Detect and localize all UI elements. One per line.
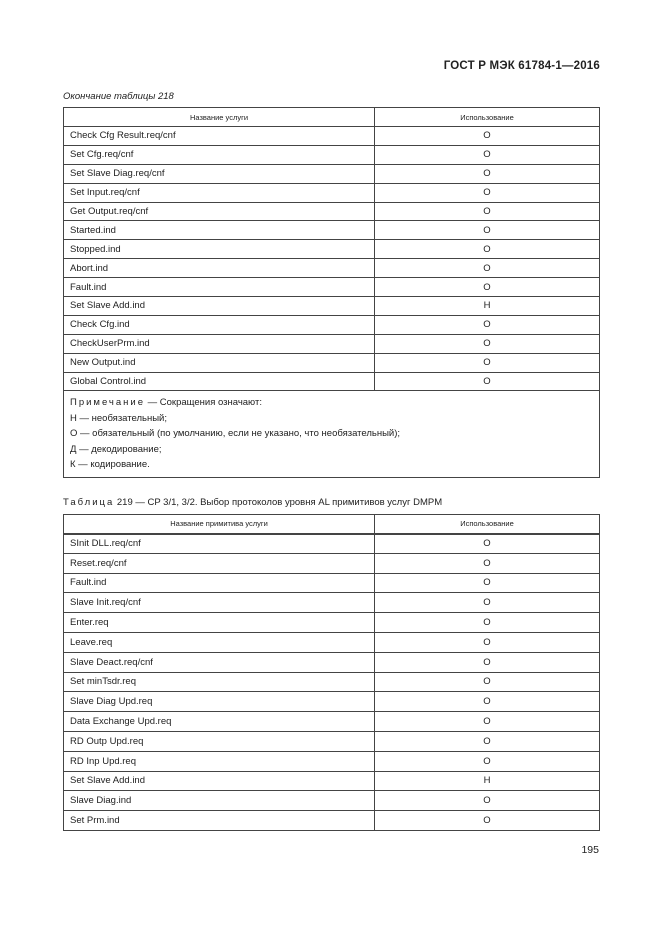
note-intro-line xyxy=(70,395,591,411)
service-name-cell: Global Control.ind xyxy=(64,372,375,391)
service-name-cell: Set Cfg.req/cnf xyxy=(64,145,375,164)
table-219-caption xyxy=(63,497,442,508)
table-row xyxy=(64,297,600,316)
usage-cell: O xyxy=(375,127,600,146)
usage-cell: O xyxy=(375,811,600,831)
service-name-cell: Get Output.req/cnf xyxy=(64,202,375,221)
table-row xyxy=(64,183,600,202)
usage-cell: O xyxy=(375,315,600,334)
table-row xyxy=(64,221,600,240)
table-row xyxy=(64,593,600,613)
note-line: К — кодирование. xyxy=(70,459,150,471)
service-name-cell: New Output.ind xyxy=(64,353,375,372)
usage-cell: O xyxy=(375,372,600,391)
service-name-cell: Check Cfg Result.req/cnf xyxy=(64,127,375,146)
table-row xyxy=(64,791,600,811)
service-name-cell: Set Input.req/cnf xyxy=(64,183,375,202)
table-row xyxy=(64,771,600,791)
table-row xyxy=(64,164,600,183)
table-row xyxy=(64,145,600,164)
service-name-cell: Set Slave Diag.req/cnf xyxy=(64,164,375,183)
service-name-cell: Slave Diag.ind xyxy=(64,791,375,811)
note-line: Н — необязательный; xyxy=(70,412,167,424)
table-row xyxy=(64,712,600,732)
table-note xyxy=(64,391,600,478)
column-header-service-name: Название услуги xyxy=(64,108,375,127)
table-row xyxy=(64,315,600,334)
table-row xyxy=(64,534,600,554)
usage-cell: O xyxy=(375,593,600,613)
table-218 xyxy=(63,107,600,478)
table-row xyxy=(64,553,600,573)
note-line: О — обязательный (по умолчанию, если не указано, что необязательный); xyxy=(70,428,401,440)
table-row xyxy=(64,278,600,297)
table-row xyxy=(64,573,600,593)
usage-cell: O xyxy=(375,202,600,221)
service-name-cell: Fault.ind xyxy=(64,278,375,297)
column-header-usage: Использование xyxy=(375,108,600,127)
table-row xyxy=(64,811,600,831)
table-row xyxy=(64,372,600,391)
service-name-cell: SInit DLL.req/cnf xyxy=(64,534,375,554)
service-name-cell: CheckUserPrm.ind xyxy=(64,334,375,353)
service-name-cell: Leave.req xyxy=(64,632,375,652)
table-row xyxy=(64,334,600,353)
table-row xyxy=(64,632,600,652)
table-row xyxy=(64,652,600,672)
usage-cell: O xyxy=(375,573,600,593)
table-row xyxy=(64,613,600,633)
usage-cell: O xyxy=(375,751,600,771)
service-name-cell: Set Slave Add.ind xyxy=(64,771,375,791)
usage-cell: O xyxy=(375,553,600,573)
usage-cell: O xyxy=(375,712,600,732)
note-line: Д — декодирование; xyxy=(70,443,162,455)
usage-cell: O xyxy=(375,334,600,353)
usage-cell: O xyxy=(375,259,600,278)
document-standard-header: ГОСТ Р МЭК 61784-1—2016 xyxy=(443,60,600,72)
service-name-cell: Enter.req xyxy=(64,613,375,633)
usage-cell: O xyxy=(375,672,600,692)
column-header-primitive-name: Название примитива услуги xyxy=(64,515,375,534)
table-header-row xyxy=(64,515,600,534)
table-219-caption-text: 219 — CP 3/1, 3/2. Выбор протоколов уровня AL примитивов услуг DMPM xyxy=(114,497,443,508)
table-row xyxy=(64,127,600,146)
table-row xyxy=(64,731,600,751)
service-name-cell: Data Exchange Upd.req xyxy=(64,712,375,732)
usage-cell: O xyxy=(375,731,600,751)
usage-cell: O xyxy=(375,652,600,672)
usage-cell: O xyxy=(375,183,600,202)
note-intro: — Сокращения означают: xyxy=(145,397,262,409)
usage-cell: O xyxy=(375,692,600,712)
usage-cell: O xyxy=(375,278,600,297)
service-name-cell: Slave Init.req/cnf xyxy=(64,593,375,613)
table-header-row xyxy=(64,108,600,127)
usage-cell: O xyxy=(375,632,600,652)
service-name-cell: Abort.ind xyxy=(64,259,375,278)
usage-cell: O xyxy=(375,164,600,183)
service-name-cell: Reset.req/cnf xyxy=(64,553,375,573)
service-name-cell: Check Cfg.ind xyxy=(64,315,375,334)
service-name-cell: Stopped.ind xyxy=(64,240,375,259)
usage-cell: O xyxy=(375,534,600,554)
service-name-cell: RD Outp Upd.req xyxy=(64,731,375,751)
usage-cell: O xyxy=(375,353,600,372)
service-name-cell: Slave Deact.req/cnf xyxy=(64,652,375,672)
column-header-usage: Использование xyxy=(375,515,600,534)
table-row xyxy=(64,202,600,221)
service-name-cell: Set minTsdr.req xyxy=(64,672,375,692)
usage-cell: O xyxy=(375,240,600,259)
table-row xyxy=(64,259,600,278)
service-name-cell: Fault.ind xyxy=(64,573,375,593)
table-218-caption: Окончание таблицы 218 xyxy=(63,91,174,102)
table-row xyxy=(64,240,600,259)
service-name-cell: Set Slave Add.ind xyxy=(64,297,375,316)
table-row xyxy=(64,692,600,712)
usage-cell: H xyxy=(375,771,600,791)
service-name-cell: Slave Diag Upd.req xyxy=(64,692,375,712)
table-219 xyxy=(63,514,600,831)
usage-cell: O xyxy=(375,613,600,633)
table-note-row xyxy=(64,391,600,478)
table-row xyxy=(64,751,600,771)
usage-cell: H xyxy=(375,297,600,316)
table-row xyxy=(64,353,600,372)
usage-cell: O xyxy=(375,221,600,240)
service-name-cell: Set Prm.ind xyxy=(64,811,375,831)
page-number: 195 xyxy=(581,844,599,856)
table-row xyxy=(64,672,600,692)
note-label: Примечание xyxy=(70,397,145,409)
service-name-cell: Started.ind xyxy=(64,221,375,240)
usage-cell: O xyxy=(375,145,600,164)
usage-cell: O xyxy=(375,791,600,811)
table-219-caption-label: Таблица xyxy=(63,497,115,508)
service-name-cell: RD Inp Upd.req xyxy=(64,751,375,771)
